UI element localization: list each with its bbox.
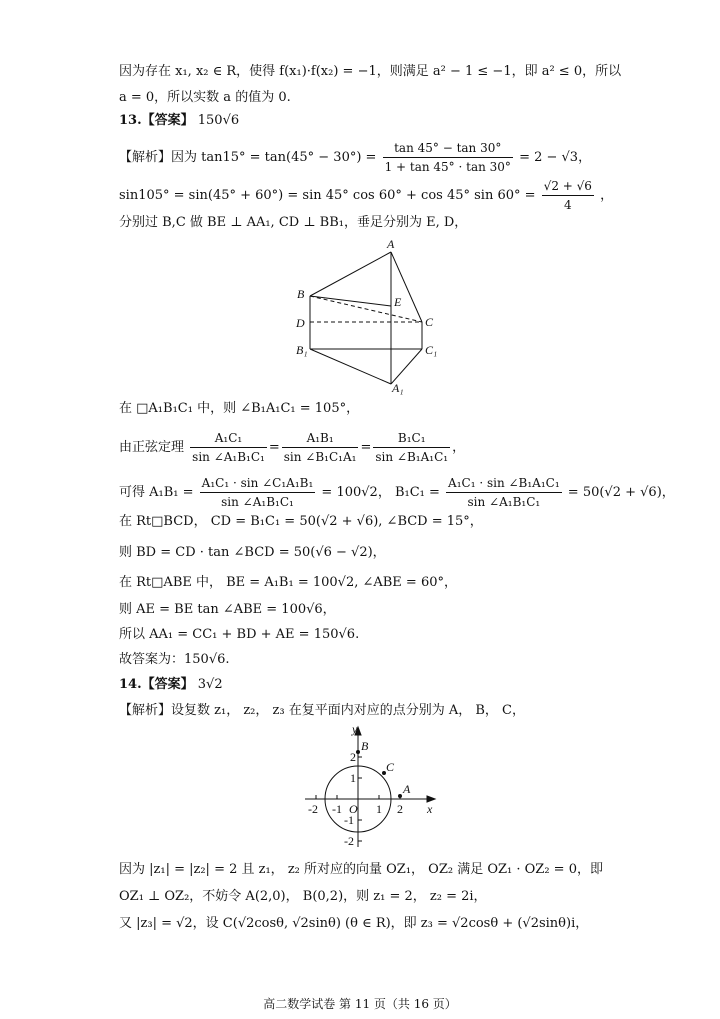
label-B: B — [297, 287, 305, 301]
fraction — [383, 140, 513, 175]
text-line-rt-abe: 在 Rt□ABE 中， BE = A₁B₁ = 100√2, ∠ABE = 60°， — [119, 575, 458, 590]
text-line-triangle: 在 □A₁B₁C₁ 中，则 ∠B₁A₁C₁ = 105°， — [119, 401, 360, 416]
fraction-numerator: A₁C₁ — [190, 430, 267, 448]
tick-label: -2 — [344, 834, 354, 848]
tick-label: 2 — [397, 802, 403, 816]
analysis-tan15-tail: = 2 − √3， — [519, 150, 592, 165]
tick-label: -1 — [344, 813, 354, 827]
answer-13-value: 150√6 — [197, 113, 240, 128]
label-E: E — [394, 295, 402, 309]
x-axis-label: x — [427, 802, 433, 816]
edge-AC — [391, 252, 422, 322]
answer-14-label: 14.【答案】 — [119, 677, 194, 692]
fraction-denominator: 1 + tan 45° · tan 30° — [384, 160, 511, 174]
label-B: B — [361, 739, 369, 753]
analysis-tan15 — [119, 140, 591, 175]
label-C: C — [386, 760, 395, 774]
fraction-numerator: A₁C₁ · sin ∠C₁A₁B₁ — [200, 475, 316, 493]
text-line-ae: 则 AE = BE tan ∠ABE = 100√6， — [119, 602, 336, 617]
answer-14 — [119, 677, 223, 693]
label-B1: B₁ — [296, 343, 308, 357]
label-A: A — [387, 237, 395, 251]
edge-AB — [310, 252, 391, 296]
text-line-final-13: 故答案为：150√6. — [119, 652, 230, 667]
tick-label: -2 — [308, 802, 318, 816]
text-line-bd: 则 BD = CD · tan ∠BCD = 50(√6 − √2)， — [119, 545, 386, 560]
derive-sides-line — [119, 475, 675, 510]
fraction-numerator: A₁C₁ · sin ∠B₁A₁C₁ — [446, 475, 562, 493]
text-line-assign: OZ₁ ⊥ OZ₂，不妨令 A(2,0)， B(0,2)，则 z₁ = 2， z₂ = 2i， — [119, 889, 487, 904]
edge-BE — [310, 296, 391, 306]
analysis-tan15-head: 【解析】因为 tan15° = tan(45° − 30°) = — [119, 150, 377, 165]
label-D: D — [296, 316, 305, 330]
point-B — [356, 750, 360, 754]
geometry-figure — [280, 236, 450, 396]
fraction — [200, 475, 316, 510]
answer-13-label: 13.【答案】 — [119, 113, 194, 128]
fraction-numerator: B₁C₁ — [373, 430, 450, 448]
fraction-denominator: sin ∠A₁B₁C₁ — [221, 495, 294, 509]
tick-label: 1 — [350, 771, 356, 785]
page-footer: 高二数学试卷 第 11 页（共 16 页） — [263, 997, 457, 1011]
label-A: A — [403, 782, 411, 796]
tick-label: -1 — [332, 802, 342, 816]
y-axis-label: y — [352, 723, 358, 736]
text-line-1: 因为存在 x₁, x₂ ∈ R，使得 f(x₁)·f(x₂) = −1，则满足 a² − 1 ≤ −1，即 a² ≤ 0，所以 — [119, 64, 622, 79]
label-C: C — [425, 315, 434, 329]
fraction-denominator: 4 — [563, 198, 572, 212]
fraction — [373, 430, 450, 465]
answer-14-value: 3√2 — [197, 677, 223, 692]
text-line-complex: 【解析】设复数 z₁， z₂， z₃ 在复平面内对应的点分别为 A， B， C， — [119, 703, 525, 718]
fraction — [282, 430, 359, 465]
analysis-sin105-tail: ， — [600, 188, 614, 203]
derive-head: 可得 A₁B₁ = — [119, 485, 194, 500]
fraction — [542, 178, 594, 213]
edge-BC-dashed — [310, 296, 422, 322]
text-line-aa1: 所以 AA₁ = CC₁ + BD + AE = 150√6. — [119, 627, 360, 642]
answer-13 — [119, 113, 239, 129]
fraction — [190, 430, 267, 465]
analysis-sin105 — [119, 178, 613, 213]
edge-C1A1 — [391, 349, 422, 384]
fraction — [446, 475, 562, 510]
fraction-denominator: sin ∠B₁A₁C₁ — [375, 450, 449, 464]
tick-label: 1 — [376, 802, 382, 816]
text-line-rt-bcd: 在 Rt□BCD， CD = B₁C₁ = 50(√2 + √6), ∠BCD = 15°， — [119, 514, 483, 529]
text-line-2: a = 0，所以实数 a 的值为 0. — [119, 90, 291, 105]
analysis-sin105-head: sin105° = sin(45° + 60°) = sin 45° cos 60° + cos 45° sin 60° = — [119, 188, 536, 203]
fraction-numerator: tan 45° − tan 30° — [383, 140, 513, 158]
fraction-denominator: sin ∠A₁B₁C₁ — [192, 450, 265, 464]
fraction-denominator: sin ∠A₁B₁C₁ — [467, 495, 541, 509]
text-line-vectors: 因为 |z₁| = |z₂| = 2 且 z₁， z₂ 所对应的向量 OZ₁， OZ₂ 满足 OZ₁ · OZ₂ = 0，即 — [119, 862, 603, 877]
fraction-numerator: √2 + √6 — [542, 178, 594, 196]
fraction-denominator: sin ∠B₁C₁A₁ — [283, 450, 357, 464]
origin-label: O — [349, 802, 358, 816]
derive-mid: = 100√2， B₁C₁ = — [321, 485, 440, 500]
tick-label: 2 — [350, 750, 356, 764]
sine-rule-head: 由正弦定理 — [119, 440, 185, 455]
label-C1: C₁ — [425, 343, 438, 357]
complex-plane-figure — [295, 723, 445, 853]
text-line-z3: 又 |z₃| = √2，设 C(√2cosθ, √2sinθ) (θ ∈ R)，即 z₃ = √2cosθ + (√2sinθ)i， — [119, 916, 589, 931]
text-line-perpendiculars: 分别过 B,C 做 BE ⊥ AA₁, CD ⊥ BB₁，垂足分别为 E, D， — [119, 215, 468, 230]
edge-B1A1 — [310, 349, 391, 384]
derive-tail: = 50(√2 + √6)， — [567, 485, 675, 500]
sine-rule-line: 由正弦定理 $\frac{\text{A₁C₁}}{\text{sin ∠A₁B₁C₁}}$ = $\frac{\text{A₁B₁}}{\text{sin ∠B₁C₁A₁}}$ = $\frac{\text{B₁C₁}}{\text{sin ∠B₁A₁C₁}}$ ， — [119, 431, 466, 464]
fraction-numerator: A₁B₁ — [282, 430, 359, 448]
point-A — [398, 794, 402, 798]
label-A1: A₁ — [392, 381, 404, 395]
